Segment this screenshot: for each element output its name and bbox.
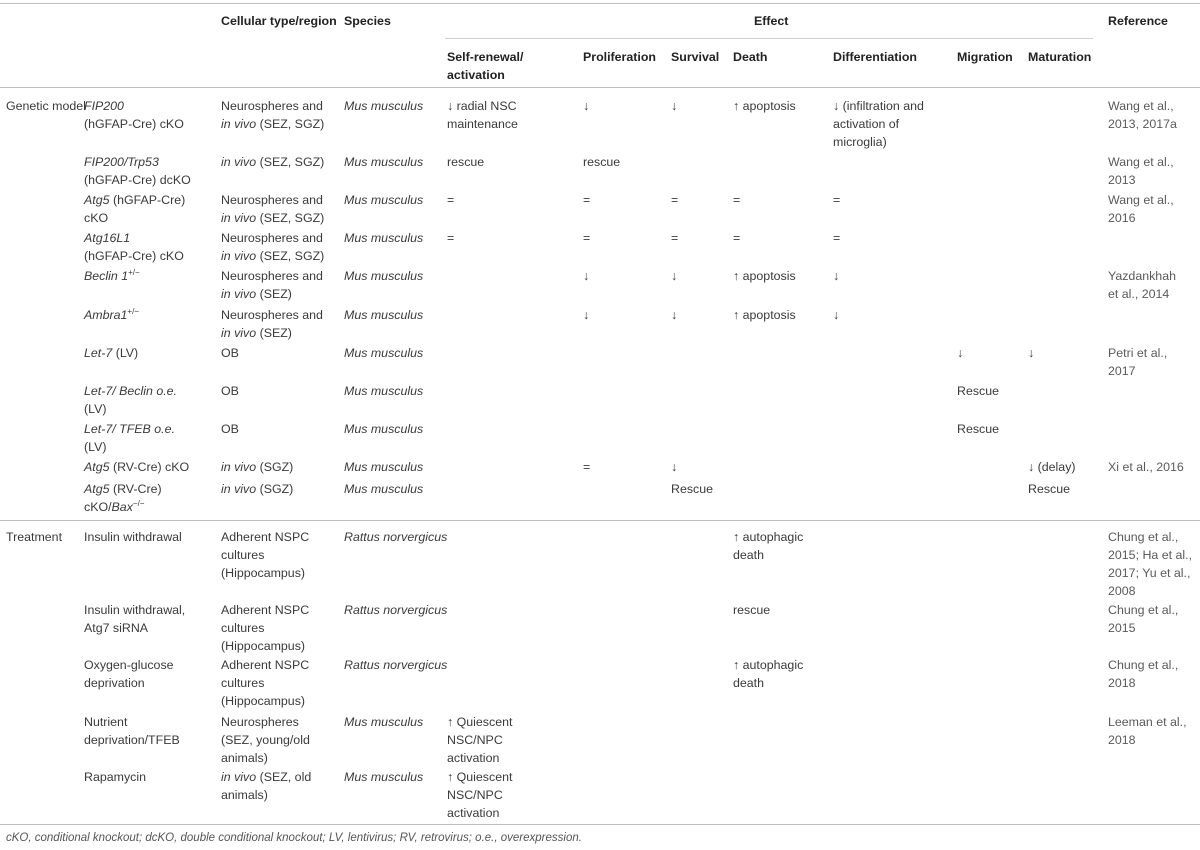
table-row-cell-type: OB [221, 422, 239, 436]
table-row-reference: Chung et al., 2018 [1108, 658, 1179, 690]
group-label-treatment: Treatment [6, 530, 63, 544]
table-row-cell-type: Neurospheres and in vivo (SEZ, SGZ) [221, 231, 325, 263]
table-row-model: Rapamycin [84, 770, 146, 784]
header-survival: Survival [671, 50, 720, 64]
header-reference: Reference [1108, 14, 1168, 28]
table-row-species: Mus musculus [344, 155, 424, 169]
table-row-cell-type: in vivo (SGZ) [221, 482, 294, 496]
table-row-cell-type: Adherent NSPC cultures (Hippocampus) [221, 658, 310, 708]
table-footnote: cKO, conditional knockout; dcKO, double conditional knockout; LV, lentivirus; RV, retrovirus; o.e., overexpression. [6, 832, 582, 844]
table-row-model: Oxygen-glucose deprivation [84, 658, 174, 690]
table-row-cell-type: Neurospheres (SEZ, young/old animals) [221, 715, 310, 765]
table-row-differentiation: ↓ (infiltration and activation of microglia) [833, 99, 924, 149]
header-death: Death [733, 50, 768, 64]
header-proliferation: Proliferation [583, 50, 656, 64]
table-row-differentiation: ↓ [833, 308, 840, 322]
table-row-model: FIP200 (hGFAP-Cre) cKO [84, 99, 184, 131]
table-row-proliferation: = [583, 193, 591, 207]
table-row-species: Mus musculus [344, 770, 424, 784]
table-row-cell-type: Adherent NSPC cultures (Hippocampus) [221, 603, 310, 653]
table-row-survival: Rescue [671, 482, 714, 496]
table-row-model: Atg5 (RV-Cre) cKO/Bax−/− [84, 482, 162, 514]
header-rule [0, 87, 1200, 88]
table-row-death: ↑ autophagic death [733, 658, 804, 690]
table-row-proliferation: ↓ [583, 308, 590, 322]
table-row-death: = [733, 193, 741, 207]
table-row-differentiation: = [833, 231, 841, 245]
table-row-species: Mus musculus [344, 193, 424, 207]
table-row-self-renewal: = [447, 193, 455, 207]
table-row-survival: ↓ [671, 460, 678, 474]
table-row-species: Mus musculus [344, 460, 424, 474]
table-row-cell-type: Neurospheres and in vivo (SEZ) [221, 269, 323, 301]
table-row-survival: ↓ [671, 99, 678, 113]
table-row-migration: Rescue [957, 384, 1000, 398]
table-row-cell-type: in vivo (SEZ, SGZ) [221, 155, 325, 169]
table-row-differentiation: = [833, 193, 841, 207]
table-row-cell-type: OB [221, 346, 239, 360]
table-row-species: Mus musculus [344, 231, 424, 245]
effect-rule [445, 38, 1093, 39]
header-effect: Effect [754, 14, 789, 28]
table-row-species: Mus musculus [344, 308, 424, 322]
table-row-model: FIP200/Trp53 (hGFAP-Cre) dcKO [84, 155, 191, 187]
table-row-species: Mus musculus [344, 482, 424, 496]
table-row-model: Let-7/ Beclin o.e. (LV) [84, 384, 177, 416]
table-row-species: Mus musculus [344, 422, 424, 436]
table-row-proliferation: ↓ [583, 99, 590, 113]
table-row-reference: Chung et al., 2015; Ha et al., 2017; Yu et al., 2008 [1108, 530, 1193, 598]
table-row-self-renewal: ↑ Quiescent NSC/NPC activation [447, 715, 513, 765]
table-row-reference: Petri et al., 2017 [1108, 346, 1168, 378]
table-row-model: Atg16L1 (hGFAP-Cre) cKO [84, 231, 184, 263]
table-row-cell-type: Neurospheres and in vivo (SEZ, SGZ) [221, 193, 325, 225]
table-row-cell-type: OB [221, 384, 239, 398]
header-self-renewal: Self-renewal/ activation [447, 50, 524, 82]
table-row-model: Insulin withdrawal [84, 530, 182, 544]
table-row-proliferation: rescue [583, 155, 621, 169]
header-differentiation: Differentiation [833, 50, 917, 64]
table-row-reference: Wang et al., 2013, 2017a [1108, 99, 1177, 131]
table-row-species: Rattus norvergicus [344, 658, 448, 672]
table-row-survival: = [671, 193, 679, 207]
group-label-genetic: Genetic model [6, 99, 86, 113]
table-row-self-renewal: ↑ Quiescent NSC/NPC activation [447, 770, 513, 820]
table-row-self-renewal: rescue [447, 155, 485, 169]
table-row-survival: ↓ [671, 269, 678, 283]
top-rule [0, 3, 1200, 4]
table-row-death: rescue [733, 603, 771, 617]
table-row-proliferation: ↓ [583, 269, 590, 283]
table-row-migration: Rescue [957, 422, 1000, 436]
table-row-death: = [733, 231, 741, 245]
table-row-survival: = [671, 231, 679, 245]
table-row-maturation: ↓ (delay) [1028, 460, 1076, 474]
table-row-death: ↑ apoptosis [733, 308, 796, 322]
table-row-model: Let-7/ TFEB o.e. (LV) [84, 422, 175, 454]
table-row-model: Nutrient deprivation/TFEB [84, 715, 180, 747]
header-migration: Migration [957, 50, 1013, 64]
table-row-model: Let-7 (LV) [84, 346, 139, 360]
table-row-cell-type: Adherent NSPC cultures (Hippocampus) [221, 530, 310, 580]
table-row-reference: Wang et al., 2016 [1108, 193, 1174, 225]
table-row-reference: Xi et al., 2016 [1108, 460, 1184, 474]
table-row-species: Mus musculus [344, 269, 424, 283]
table-row-proliferation: = [583, 231, 591, 245]
table-row-reference: Chung et al., 2015 [1108, 603, 1179, 635]
table-row-species: Mus musculus [344, 99, 424, 113]
table-row-species: Mus musculus [344, 346, 424, 360]
group-rule [0, 520, 1200, 521]
table-row-reference: Wang et al., 2013 [1108, 155, 1174, 187]
table-row-proliferation: = [583, 460, 591, 474]
table-row-self-renewal: ↓ radial NSC maintenance [447, 99, 518, 131]
table-row-differentiation: ↓ [833, 269, 840, 283]
table-row-model: Atg5 (RV-Cre) cKO [84, 460, 190, 474]
header-maturation: Maturation [1028, 50, 1092, 64]
table-row-self-renewal: = [447, 231, 455, 245]
table-row-death: ↑ autophagic death [733, 530, 804, 562]
header-cell-type: Cellular type/region [221, 14, 337, 28]
table-row-model: Beclin 1+/− [84, 268, 140, 283]
table-row-migration: ↓ [957, 346, 964, 360]
table-row-reference: Leeman et al., 2018 [1108, 715, 1187, 747]
table-row-cell-type: in vivo (SEZ, old animals) [221, 770, 312, 802]
bottom-rule [0, 824, 1200, 825]
table-row-species: Mus musculus [344, 384, 424, 398]
table-row-model: Insulin withdrawal, Atg7 siRNA [84, 603, 186, 635]
table-row-cell-type: Neurospheres and in vivo (SEZ) [221, 308, 323, 340]
table-row-maturation: ↓ [1028, 346, 1035, 360]
table-row-cell-type: Neurospheres and in vivo (SEZ, SGZ) [221, 99, 325, 131]
table-row-survival: ↓ [671, 308, 678, 322]
table-row-death: ↑ apoptosis [733, 99, 796, 113]
table-row-maturation: Rescue [1028, 482, 1071, 496]
table-row-model: Ambra1+/− [84, 307, 139, 322]
table-row-reference: Yazdankhah et al., 2014 [1108, 269, 1176, 301]
table-row-species: Rattus norvergicus [344, 530, 448, 544]
header-species: Species [344, 14, 391, 28]
table-row-species: Rattus norvergicus [344, 603, 448, 617]
table-row-cell-type: in vivo (SGZ) [221, 460, 294, 474]
table-row-species: Mus musculus [344, 715, 424, 729]
table-row-model: Atg5 (hGFAP-Cre) cKO [84, 193, 186, 225]
table-row-death: ↑ apoptosis [733, 269, 796, 283]
